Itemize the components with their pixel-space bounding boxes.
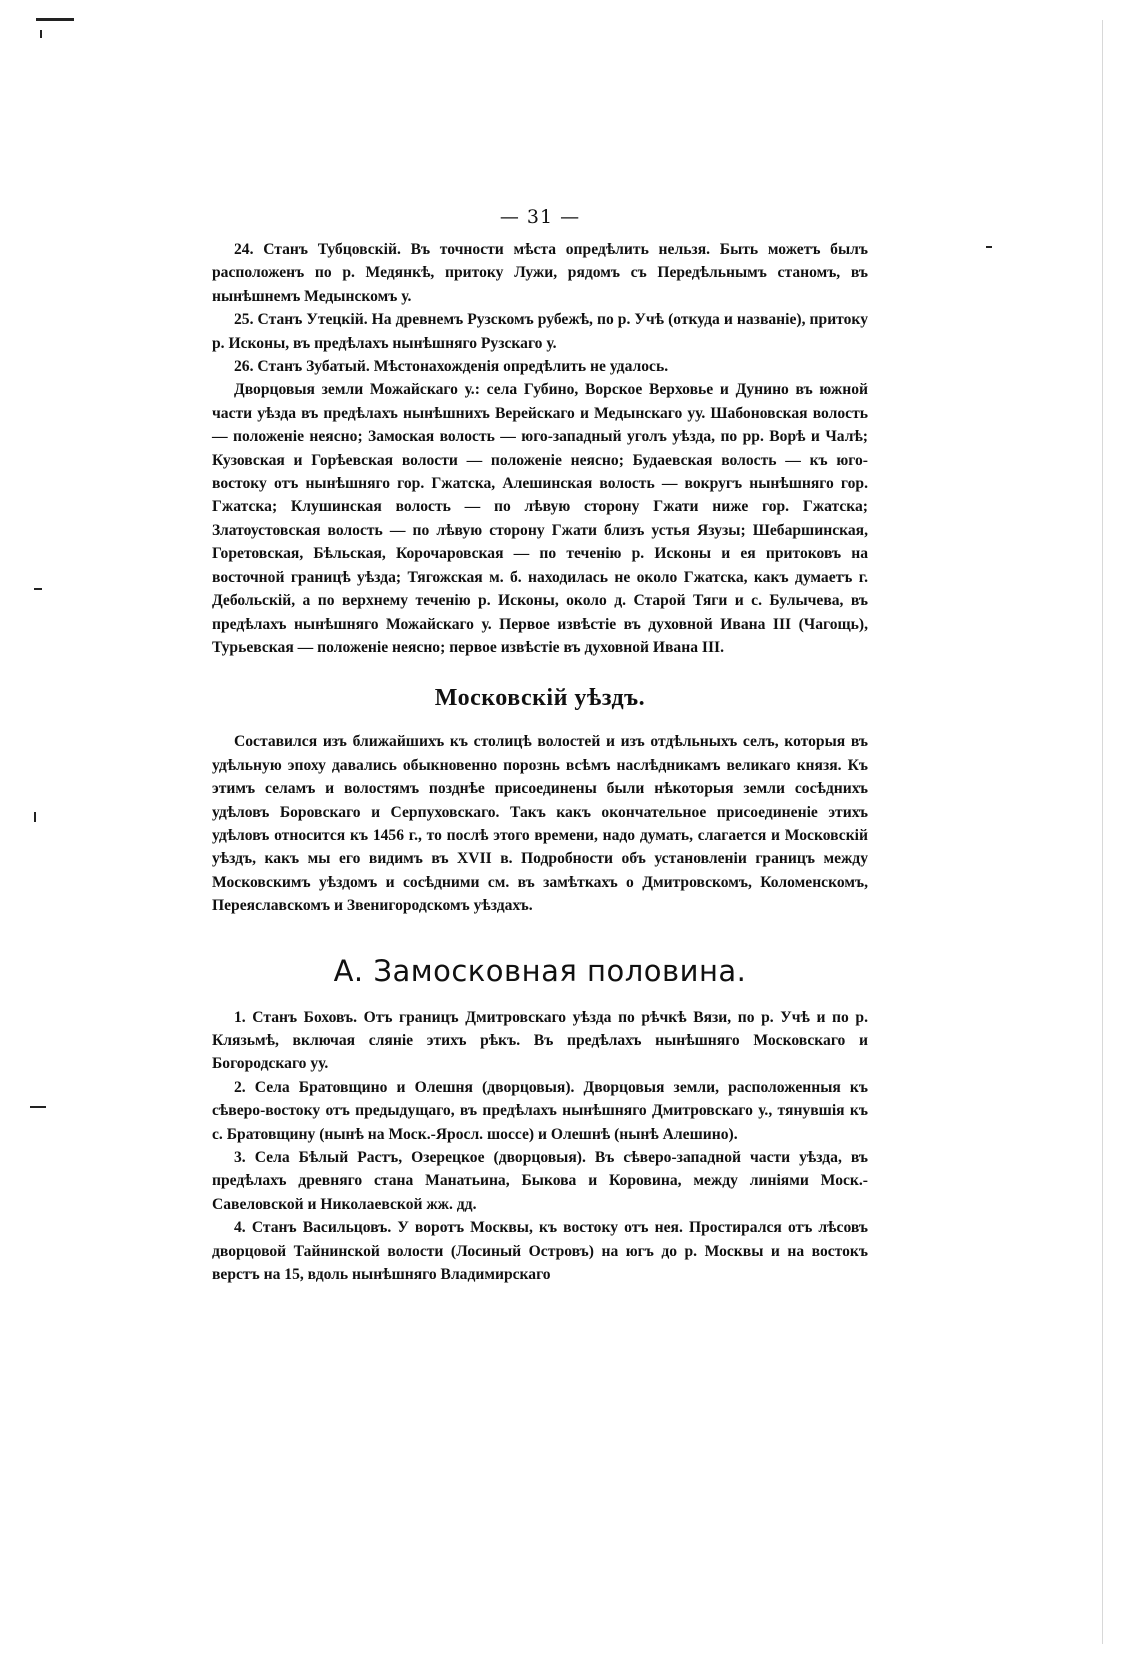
section-intro: Составился изъ ближайшихъ къ столицѣ волостей и изъ отдѣльныхъ селъ, которыя въ удѣльную эпоху давались обыкновенно порознь всѣмъ наслѣдникамъ великаго князя. Къ этимъ селамъ и волостямъ позднѣе присоединены были нѣкоторыя земли сосѣднихъ удѣловъ Боровскаго и Серпуховскаго. Такъ какъ окончательное присоединеніе этихъ удѣловъ относится къ 1456 г., то послѣ этого времени, надо думать, слагается и Московскій уѣздъ, какъ мы его видимъ въ XVII в. Подробности объ установленіи границъ между Московскимъ уѣздомъ и сосѣдними см. въ замѣткахъ о Дмитровскомъ, Коломенскомъ, Переяславскомъ и Звенигородскомъ уѣздахъ.: [212, 733, 868, 915]
text-column: [212, 206, 868, 1286]
entry-25: 25. Станъ Утецкій. На древнемъ Рузскомъ рубежѣ, по р. Учѣ (откуда и названіе), притоку р. Исконы, въ предѣлахъ нынѣшняго Рузскаго у.: [212, 311, 868, 352]
scan-mark-right: [986, 246, 992, 248]
subsection-title: А. Замосковная половина.: [333, 953, 747, 988]
page-number: — 31 —: [499, 206, 581, 228]
palace-lands-paragraph: Дворцовыя земли Можайскаго у.: села Губино, Ворское Верховье и Дунино въ южной части уѣзда въ предѣлахъ нынѣшнихъ Верейскаго и Медынскаго уу. Шабоновская волость — положеніе неясно; Замоская волость — юго-западный уголъ уѣзда, по рр. Ворѣ и Чалѣ; Кузовская и Горѣевская волости — положеніе неясно; Будаевская волость — къ юго-востоку отъ нынѣшняго гор. Гжатска, Алешинская волость — вокругъ нынѣшняго гор. Гжатска; Клушинская волость — по лѣвую сторону Гжати ниже гор. Гжатска; Златоустовская волость — по лѣвую сторону Гжати близъ устья Язузы; Шебаршинская, Горетовская, Бѣльская, Корочаровская — по теченію р. Исконы и ея притоковъ на восточной границѣ уѣзда; Тягожская м. б. находилась не около Гжатска, какъ думаетъ г. Дебольскій, а по верхнему теченію р. Исконы, около д. Старой Тяги и с. Булычева, въ предѣлахъ нынѣшняго Можайскаго у. Первое извѣстіе въ духовной Ивана III (Чагощь), Турьевская — положеніе неясно; первое извѣстіе въ духовной Ивана III.: [212, 381, 868, 656]
subsection-entry-1: 1. Станъ Боховъ. Отъ границъ Дмитровскаго уѣзда по рѣчкѣ Вязи, по р. Учѣ и по р. Клязьмѣ, включая сляніе этихъ рѣкъ. Въ предѣлахъ нынѣшняго Московскаго и Богородскаго уу.: [212, 1008, 868, 1073]
scan-mark-left-1: [40, 30, 42, 38]
scan-mark-left-2: [34, 588, 42, 590]
scan-mark-left-3: [34, 812, 36, 822]
subsection-entry-3: 3. Села Бѣлый Растъ, Озерецкое (дворцовыя). Въ сѣверо-западной части уѣзда, въ предѣлахъ древняго стана Манатьина, Быкова и Коровина, между линіями Моск.-Савеловской и Николаевской жж. дд.: [212, 1149, 868, 1213]
entry-24: 24. Станъ Тубцовскій. Въ точности мѣста опредѣлить нельзя. Быть можетъ былъ расположенъ по р. Медянкѣ, притоку Лужи, рядомъ съ Передѣльнымъ станомъ, въ нынѣшнемъ Медынскомъ у.: [212, 241, 868, 305]
entry-26: 26. Станъ Зубатый. Мѣстонахожденія опредѣлить не удалось.: [234, 358, 669, 376]
section-title: Московскій уѣздъ.: [434, 685, 646, 712]
subsection-entry-4: 4. Станъ Васильцовъ. У воротъ Москвы, къ востоку отъ нея. Простирался отъ лѣсовъ дворцовой Тайнинской волости (Лосиный Островъ) на югъ до р. Москвы и на востокъ верстъ на 15, вдоль нынѣшняго Владимирскаго: [212, 1219, 868, 1284]
scan-mark-left-4: [30, 1106, 46, 1108]
right-page-edge: [1102, 20, 1103, 1644]
scan-mark-top-left: [36, 18, 74, 21]
subsection-entry-2: 2. Села Братовщино и Олешня (дворцовыя). Дворцовыя земли, расположенныя къ сѣверо-востоку отъ предыдущаго, въ предѣлахъ нынѣшняго Дмитровскаго у., тянувшія къ с. Братовщину (нынѣ на Моск.-Яросл. шоссе) и Олешнѣ (нынѣ Алешино).: [212, 1078, 868, 1143]
